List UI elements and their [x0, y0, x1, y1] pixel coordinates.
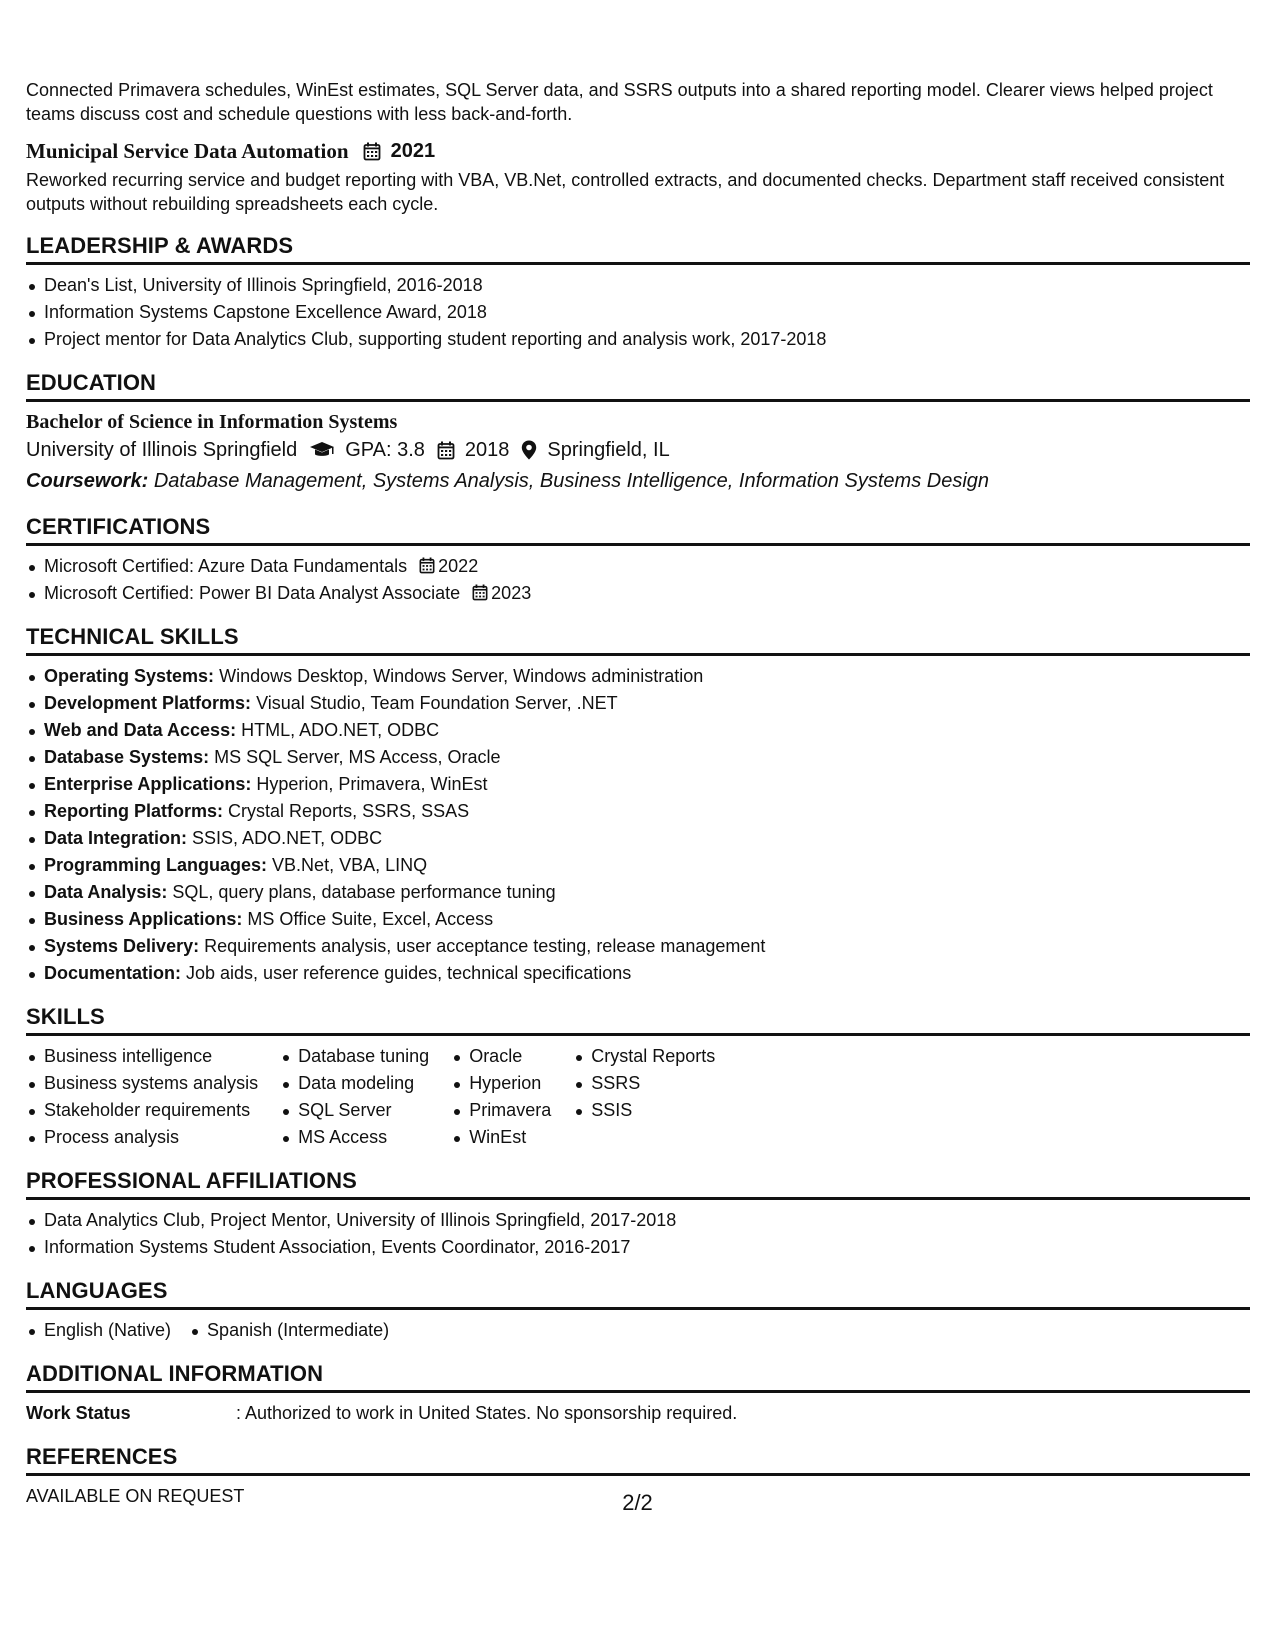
list-item	[26, 933, 1250, 960]
list-item	[26, 960, 1250, 987]
affiliations-section	[26, 1168, 1250, 1261]
skill-label: Development Platforms:	[44, 693, 252, 713]
project-description-intro: Connected Primavera schedules, WinEst estimates, SQL Server data, and SSRS outputs into a shared reporting model. Clearer views helped project teams discuss cost and schedule questions with less back-and-forth.	[26, 80, 1213, 124]
list-item	[26, 553, 1250, 580]
additional-section	[26, 1361, 1250, 1427]
list-item	[26, 798, 1250, 825]
project-description: Reworked recurring service and budget reporting with VBA, VB.Net, controlled extracts, and documented checks. Department staff received consistent outputs without rebuilding spreadsheets each cycle.	[26, 170, 1225, 214]
list-item: Primavera	[451, 1097, 551, 1124]
leadership-list	[26, 272, 1250, 353]
section-heading-technical-skills: TECHNICAL SKILLS	[26, 624, 1250, 656]
list-item: English (Native)	[26, 1317, 171, 1344]
skill-label: Programming Languages:	[44, 855, 268, 875]
resume-page	[26, 78, 1250, 1510]
technical-skills-section	[26, 624, 1250, 987]
list-item: Hyperion	[451, 1070, 551, 1097]
affiliations-list	[26, 1207, 1250, 1261]
certification-name: Microsoft Certified: Power BI Data Analyst Associate	[44, 583, 461, 603]
coursework-label: Coursework:	[26, 470, 149, 492]
skill-value: MS SQL Server, MS Access, Oracle	[214, 747, 501, 767]
work-status-value: : Authorized to work in United States. No sponsorship required.	[236, 1403, 738, 1423]
graduation-cap-icon	[309, 441, 335, 459]
calendar-icon	[363, 142, 381, 161]
skill-value: MS Office Suite, Excel, Access	[247, 909, 494, 929]
project-heading	[26, 139, 1250, 164]
coursework	[26, 465, 1250, 497]
list-item	[26, 906, 1250, 933]
list-item: Oracle	[451, 1043, 551, 1070]
skill-label: Reporting Platforms:	[44, 801, 224, 821]
list-item: MS Access	[280, 1124, 429, 1151]
section-heading-references: REFERENCES	[26, 1444, 1250, 1476]
skill-value: Job aids, user reference guides, technical specifications	[186, 963, 632, 983]
skills-column	[573, 1043, 715, 1151]
section-heading-languages: LANGUAGES	[26, 1278, 1250, 1310]
list-item	[26, 771, 1250, 798]
certification-year: 2023	[491, 583, 532, 603]
map-pin-icon	[521, 440, 537, 460]
list-item: Data Analytics Club, Project Mentor, University of Illinois Springfield, 2017-2018	[26, 1207, 1250, 1234]
technical-skills-list	[26, 663, 1250, 987]
education-details	[26, 435, 1250, 465]
skills-column	[280, 1043, 429, 1151]
list-item: Information Systems Student Association, Events Coordinator, 2016-2017	[26, 1234, 1250, 1261]
certifications-list	[26, 553, 1250, 607]
school-name: University of Illinois Springfield	[26, 439, 298, 461]
list-item	[26, 852, 1250, 879]
list-item: SSIS	[573, 1097, 715, 1124]
references-text: AVAILABLE ON REQUEST	[26, 1486, 245, 1506]
skill-label: Web and Data Access:	[44, 720, 237, 740]
skills-section	[26, 1004, 1250, 1151]
language-column	[189, 1317, 389, 1344]
skill-label: Operating Systems:	[44, 666, 215, 686]
list-item: Business intelligence	[26, 1043, 258, 1070]
skill-value: SSIS, ADO.NET, ODBC	[192, 828, 383, 848]
section-heading-affiliations: PROFESSIONAL AFFILIATIONS	[26, 1168, 1250, 1200]
skills-column	[26, 1043, 258, 1151]
list-item: Stakeholder requirements	[26, 1097, 258, 1124]
list-item: Business systems analysis	[26, 1070, 258, 1097]
list-item	[26, 744, 1250, 771]
skill-value: Requirements analysis, user acceptance testing, release management	[204, 936, 766, 956]
leadership-section	[26, 233, 1250, 353]
section-heading-additional: ADDITIONAL INFORMATION	[26, 1361, 1250, 1393]
calendar-icon	[437, 441, 455, 460]
calendar-icon	[419, 557, 435, 574]
education-section	[26, 370, 1250, 497]
skill-label: Systems Delivery:	[44, 936, 200, 956]
skill-label: Data Analysis:	[44, 882, 168, 902]
list-item: Spanish (Intermediate)	[189, 1317, 389, 1344]
list-item: Crystal Reports	[573, 1043, 715, 1070]
section-heading-certifications: CERTIFICATIONS	[26, 514, 1250, 546]
skill-label: Data Integration:	[44, 828, 188, 848]
list-item	[26, 879, 1250, 906]
gpa: GPA: 3.8	[345, 439, 425, 461]
skill-value: SQL, query plans, database performance tuning	[172, 882, 556, 902]
skill-value: Hyperion, Primavera, WinEst	[256, 774, 488, 794]
certifications-section	[26, 514, 1250, 607]
list-item	[26, 717, 1250, 744]
work-status-row	[26, 1400, 1250, 1427]
skill-label: Documentation:	[44, 963, 181, 983]
work-status-label: Work Status	[26, 1403, 131, 1423]
skill-label: Business Applications:	[44, 909, 243, 929]
certification-year: 2022	[438, 556, 479, 576]
coursework-list: Database Management, Systems Analysis, Business Intelligence, Information Systems Design	[153, 470, 990, 492]
school-location: Springfield, IL	[547, 439, 670, 461]
skill-value: Windows Desktop, Windows Server, Windows administration	[219, 666, 704, 686]
skill-value: Crystal Reports, SSRS, SSAS	[228, 801, 470, 821]
skill-value: Visual Studio, Team Foundation Server, .NET	[256, 693, 618, 713]
list-item: Process analysis	[26, 1124, 258, 1151]
list-item: Dean's List, University of Illinois Springfield, 2016-2018	[26, 272, 1250, 299]
skill-value: VB.Net, VBA, LINQ	[272, 855, 428, 875]
list-item	[26, 580, 1250, 607]
graduation-year: 2018	[464, 439, 510, 461]
list-item: SQL Server	[280, 1097, 429, 1124]
skill-value: HTML, ADO.NET, ODBC	[241, 720, 440, 740]
section-heading-skills: SKILLS	[26, 1004, 1250, 1036]
page-number: 2/2	[622, 1490, 653, 1515]
skills-grid	[26, 1043, 1250, 1151]
list-item: Data modeling	[280, 1070, 429, 1097]
skill-label: Database Systems:	[44, 747, 210, 767]
list-item	[26, 663, 1250, 690]
languages-row	[26, 1317, 1250, 1344]
list-item: Project mentor for Data Analytics Club, supporting student reporting and analysis work, 2017-2018	[26, 326, 1250, 353]
certification-name: Microsoft Certified: Azure Data Fundamentals	[44, 556, 408, 576]
project-title: Municipal Service Data Automation	[26, 139, 349, 163]
list-item	[26, 825, 1250, 852]
section-heading-leadership: LEADERSHIP & AWARDS	[26, 233, 1250, 265]
section-heading-education: EDUCATION	[26, 370, 1250, 402]
languages-section	[26, 1278, 1250, 1344]
list-item	[26, 690, 1250, 717]
skills-column	[451, 1043, 551, 1151]
list-item: Information Systems Capstone Excellence Award, 2018	[26, 299, 1250, 326]
list-item: Database tuning	[280, 1043, 429, 1070]
calendar-icon	[472, 584, 488, 601]
project-year: 2021	[390, 140, 436, 162]
list-item: WinEst	[451, 1124, 551, 1151]
language-column	[26, 1317, 171, 1344]
skill-label: Enterprise Applications:	[44, 774, 252, 794]
degree-title: Bachelor of Science in Information Systems	[26, 411, 398, 433]
list-item: SSRS	[573, 1070, 715, 1097]
